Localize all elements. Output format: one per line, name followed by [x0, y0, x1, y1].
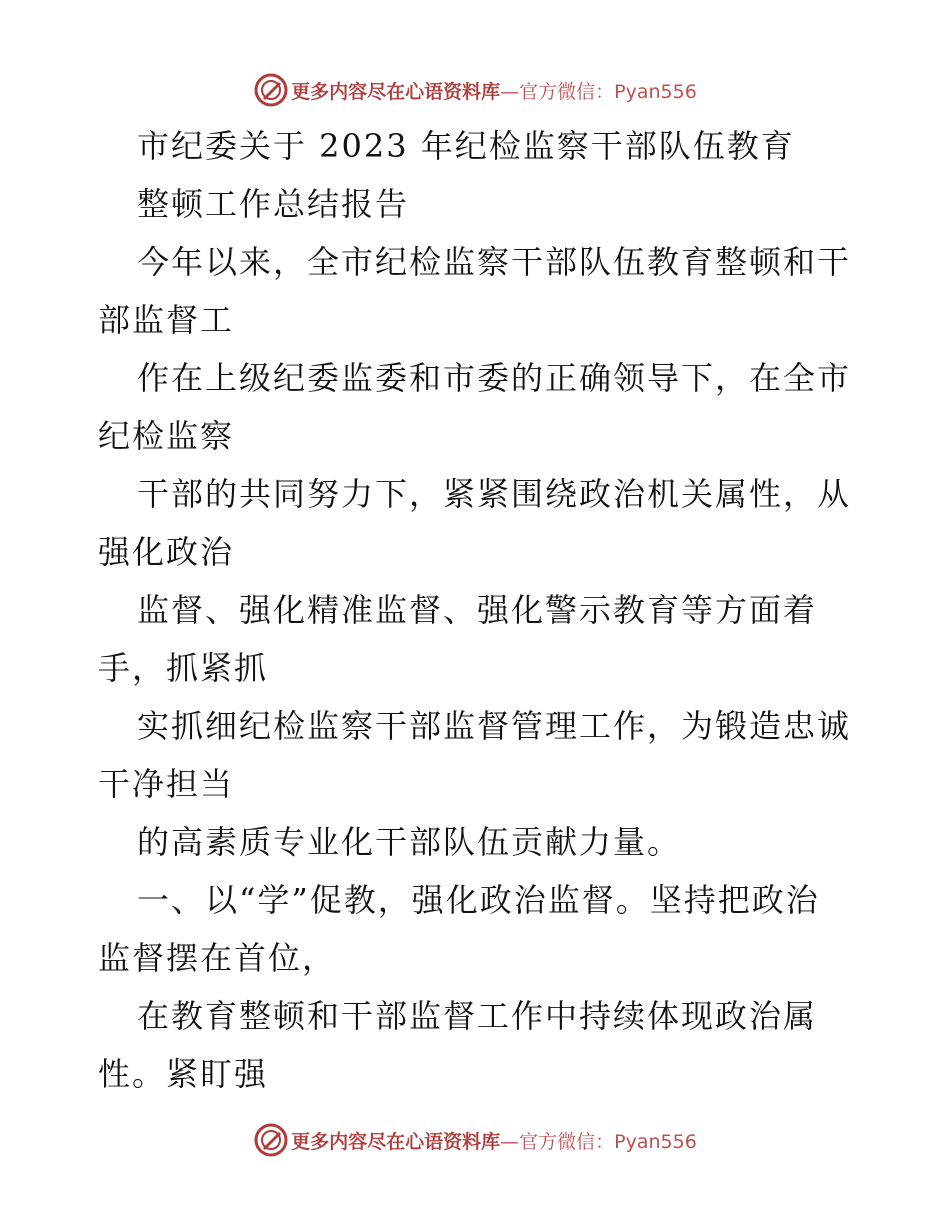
doc-line: 监督、强化精准监督、强化警示教育等方面着 [137, 591, 818, 629]
header-watermark [0, 70, 950, 110]
doc-line: 干净担当 [98, 765, 235, 803]
doc-line: 实抓细纪检监察干部监督管理工作，为锻造忠诚 [137, 707, 852, 745]
doc-line: 手，抓紧抓 [98, 649, 269, 687]
doc-line: 部监督工 [98, 301, 235, 339]
logo-icon [253, 72, 289, 108]
watermark-text: 更多内容尽在心语资料库—官方微信：Pyan556 [291, 80, 697, 103]
doc-line: 强化政治 [98, 533, 235, 571]
doc-title-line-1: 市纪委关于 2023 年纪检监察干部队伍教育 [137, 127, 795, 165]
doc-title-line-2: 整顿工作总结报告 [137, 185, 410, 223]
doc-line: 在教育整顿和干部监督工作中持续体现政治属 [137, 997, 818, 1035]
doc-line: 性。紧盯强 [98, 1055, 269, 1093]
doc-line: 监督摆在首位， [98, 939, 337, 977]
doc-line: 今年以来，全市纪检监察干部队伍教育整顿和干 [137, 243, 852, 281]
doc-line: 的高素质专业化干部队伍贡献力量。 [137, 823, 682, 861]
logo-icon [253, 1122, 289, 1158]
footer-watermark [0, 1120, 950, 1160]
doc-line: 纪检监察 [98, 417, 235, 455]
doc-line: 一、以“学”促教，强化政治监督。坚持把政治 [137, 881, 820, 919]
doc-line: 干部的共同努力下，紧紧围绕政治机关属性，从 [137, 475, 852, 513]
doc-line: 作在上级纪委监委和市委的正确领导下，在全市 [137, 359, 852, 397]
watermark-text: 更多内容尽在心语资料库—官方微信：Pyan556 [291, 1130, 697, 1153]
